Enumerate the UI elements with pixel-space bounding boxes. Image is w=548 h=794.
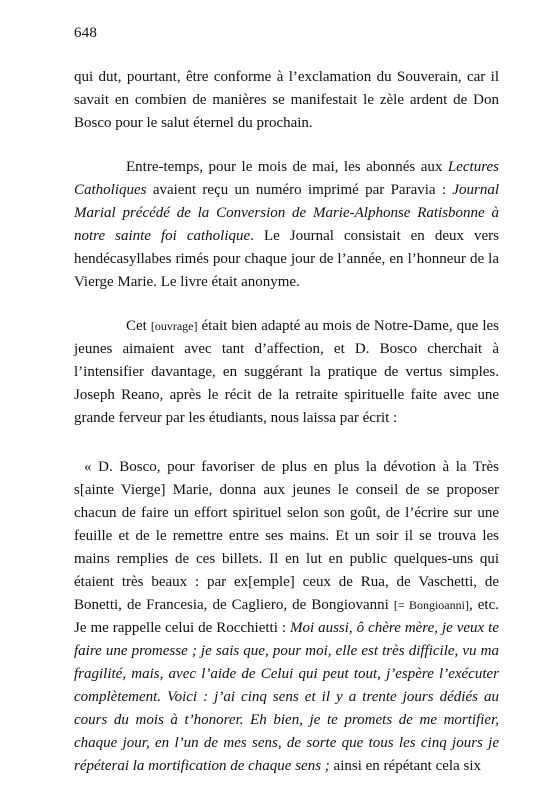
page-number: 648 [74, 25, 98, 41]
paragraph-4-text-2: Marie, donna aux jeunes le conseil de se proposer chacun de faire un effort spirituel selon son goût, de l’écrire sur une feuille et de le remettre entre ses mains. Et un soir il se trouva les mains remplies de ces billets. Il en lut en public quelques-uns qui étaient très beaux : par ex [74, 482, 500, 590]
paragraph-4-text-3: ceux de Rua, de Vaschetti, de Bonetti, de Francesia, de Cagliero, de Bongiovanni [74, 574, 499, 613]
paragraph-4-text-4: , etc. Je me rappelle celui de Rocchietti : [74, 597, 499, 636]
page-body [74, 66, 499, 778]
paragraph-4-italic-1: Moi aussi, ô chère mère, je veux te faire une promesse ; je sais que, pour moi, elle est très difficile, vu ma fragilité, mais, avec l’aide de Celui qui peut tout, j’espère l’exécuter complètement. Voici : j’ai cinq sens et il y a trente jours dédiés au cours du mois à t’honorer. Eh bien, je te promets de me mortifier, chaque jour, en l’un de mes sens, de sorte que tous les cinq jours je répéterai la mortification de chaque sens ; [74, 620, 499, 774]
paragraph-4-text-5: ainsi en répétant cela six [329, 758, 481, 774]
paragraph-1 [74, 66, 499, 135]
paragraph-3-text-1: Cet [126, 318, 151, 334]
paragraph-2-text-2: avaient reçu un numéro imprimé par Paravia : [146, 182, 453, 198]
paragraph-2-text-1: Entre-temps, pour le mois de mai, les abonnés aux [126, 159, 448, 175]
paragraph-1-text: qui dut, pourtant, être conforme à l’exclamation du Souverain, car il savait en combien de manières se manifestait le zèle ardent de Don Bosco pour le salut éternel du prochain. [74, 69, 499, 131]
paragraph-2 [74, 156, 499, 294]
paragraph-2-italic-2: Journal Marial précédé de la Conversion de Marie-Alphonse Ratisbonne à notre sainte foi catholique [74, 182, 499, 244]
paragraph-4-bracket-1: [ainte Vierge] [79, 482, 166, 498]
paragraph-3 [74, 315, 499, 430]
paragraph-4-quote [74, 456, 499, 778]
paragraph-4-bracket-3: [= Bongioanni] [393, 598, 469, 612]
paragraph-3-bracket-1: [ouvrage] [150, 319, 198, 333]
paragraph-3-text-2: était bien adapté au mois de Notre-Dame, que les jeunes aimaient avec tant d’affection, et D. Bosco cherchait à l’intensifier davantage, en suggérant la pratique de vertus simples. Joseph Reano, après le récit de la retraite spirituelle faite avec une grande ferveur par les étudiants, nous laissa par écrit : [74, 318, 499, 426]
paragraph-2-italic-1: Lectures Catholiques [74, 159, 499, 198]
paragraph-2-text-3: . Le Journal consistait en deux vers hendécasyllabes rimés pour chaque jour de l’année, en l’honneur de la Vierge Marie. Le livre était anonyme. [74, 228, 500, 290]
paragraph-4-bracket-2: [emple] [248, 574, 295, 590]
paragraph-4-text-1: « D. Bosco, pour favoriser de plus en plus la dévotion à la Très s [74, 459, 499, 498]
